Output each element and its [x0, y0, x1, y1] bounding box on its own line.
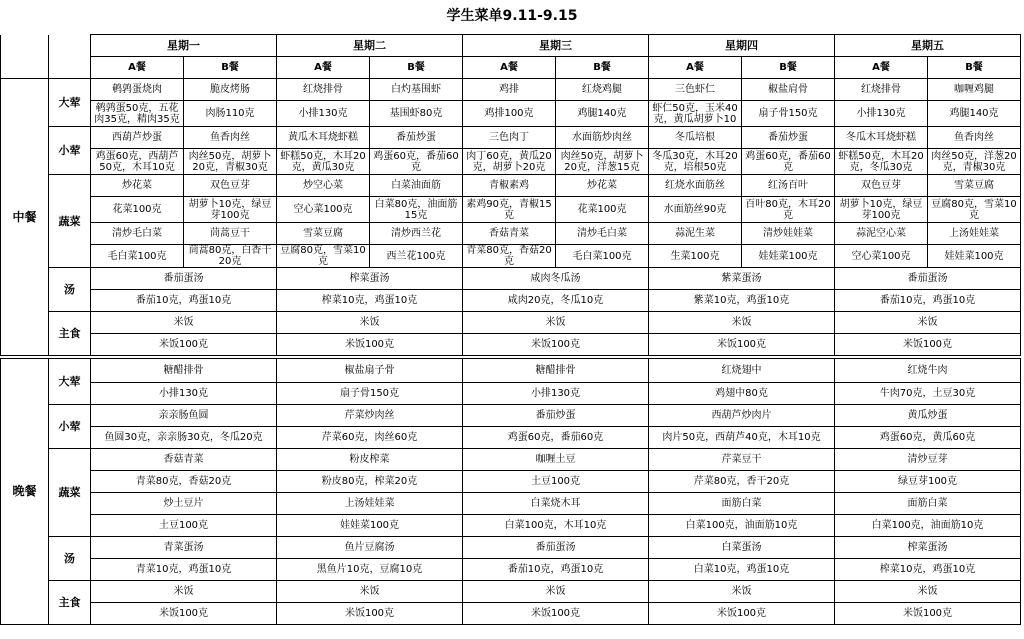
dish-cell: 茼蒿豆干	[184, 223, 277, 245]
dish-cell: 水面筋丝90克	[649, 197, 742, 223]
dish-cell: 榨菜10克，鸡蛋10克	[277, 290, 463, 312]
dish-cell: 白菜100克，油面筋10克	[649, 515, 835, 537]
dish-cell: 清炒毛白菜	[556, 223, 649, 245]
dish-cell: 番茄炒蛋	[742, 127, 835, 149]
category-label: 汤	[49, 537, 91, 581]
dish-cell: 米饭	[277, 312, 463, 334]
dish-cell: 水面筋炒肉丝	[556, 127, 649, 149]
dish-cell: 娃娃菜100克	[277, 515, 463, 537]
category-label: 主食	[49, 312, 91, 356]
dish-cell: 土豆100克	[463, 471, 649, 493]
blank-cell	[1, 57, 49, 79]
dish-cell: 鸡翅中80克	[649, 383, 835, 405]
blank-cell	[1, 35, 49, 57]
dish-cell: 芹菜炒肉丝	[277, 405, 463, 427]
dish-cell: 米饭	[463, 312, 649, 334]
dish-cell: 白菜蛋汤	[649, 537, 835, 559]
dish-cell: 番茄10克，鸡蛋10克	[835, 290, 1021, 312]
dish-cell: 番茄炒蛋	[370, 127, 463, 149]
dish-cell: 花菜100克	[556, 197, 649, 223]
b-meal-header: B餐	[556, 57, 649, 79]
dish-cell: 生菜100克	[649, 245, 742, 268]
dish-cell: 芹菜80克，香干20克	[649, 471, 835, 493]
dish-cell: 粉皮榨菜	[277, 449, 463, 471]
day-header: 星期二	[277, 35, 463, 57]
dish-cell: 小排130克	[91, 383, 277, 405]
dish-cell: 炒土豆片	[91, 493, 277, 515]
dish-cell: 紫菜蛋汤	[649, 268, 835, 290]
table-row	[1, 537, 1021, 559]
dish-cell: 脆皮烤肠	[184, 79, 277, 101]
dish-cell: 肉丝50克，洋葱20克，青椒30克	[928, 149, 1021, 175]
dish-cell: 鸡蛋60克，番茄60克	[742, 149, 835, 175]
dish-cell: 豆腐80克，雪菜10克	[928, 197, 1021, 223]
table-row	[1, 268, 1021, 290]
category-label: 汤	[49, 268, 91, 312]
category-label: 蔬菜	[49, 175, 91, 268]
dish-cell: 西兰花100克	[370, 245, 463, 268]
category-label: 主食	[49, 581, 91, 625]
dish-cell: 肉肠110克	[184, 101, 277, 127]
dish-cell: 空心菜100克	[277, 197, 370, 223]
table-row	[1, 312, 1021, 334]
dish-cell: 青椒素鸡	[463, 175, 556, 197]
dish-cell: 红汤百叶	[742, 175, 835, 197]
dish-cell: 香菇青菜	[463, 223, 556, 245]
dish-cell: 虾糕50克，木耳20克，黄瓜30克	[277, 149, 370, 175]
dish-cell: 青菜蛋汤	[91, 537, 277, 559]
dish-cell: 鸡蛋60克，番茄60克	[463, 427, 649, 449]
dish-cell: 西葫芦炒肉片	[649, 405, 835, 427]
dish-cell: 冬瓜培根	[649, 127, 742, 149]
b-meal-header: B餐	[370, 57, 463, 79]
dish-cell: 番茄炒蛋	[463, 405, 649, 427]
dish-cell: 素鸡90克，青椒15克	[463, 197, 556, 223]
dish-cell: 鸡腿140克	[928, 101, 1021, 127]
dish-cell: 鹌鹑蛋烧肉	[91, 79, 184, 101]
dish-cell: 小排130克	[277, 101, 370, 127]
dish-cell: 红烧水面筋丝	[649, 175, 742, 197]
dish-cell: 面筋白菜	[649, 493, 835, 515]
blank-cell	[49, 57, 91, 79]
dish-cell: 鸡蛋60克，番茄60克	[370, 149, 463, 175]
dish-cell: 白菜100克，木耳10克	[463, 515, 649, 537]
dish-cell: 毛白菜100克	[556, 245, 649, 268]
dish-cell: 榨菜蛋汤	[277, 268, 463, 290]
a-meal-header: A餐	[835, 57, 928, 79]
dish-cell: 米饭100克	[835, 334, 1021, 356]
dish-cell: 红烧排骨	[277, 79, 370, 101]
dish-cell: 鸡蛋60克，西葫芦50克，木耳10克	[91, 149, 184, 175]
dish-cell: 胡萝卜10克，绿豆芽100克	[184, 197, 277, 223]
table-row	[1, 223, 1021, 245]
dish-cell: 三色虾仁	[649, 79, 742, 101]
dish-cell: 番茄10克，鸡蛋10克	[91, 290, 277, 312]
dish-cell: 蒜泥生菜	[649, 223, 742, 245]
dish-cell: 肉丁60克，黄瓜20克，胡萝卜20克	[463, 149, 556, 175]
dish-cell: 黄瓜炒蛋	[835, 405, 1021, 427]
dish-cell: 椒盐肩骨	[742, 79, 835, 101]
dish-cell: 扇子骨150克	[277, 383, 463, 405]
table-row	[1, 79, 1021, 101]
table-row	[1, 359, 1021, 383]
dish-cell: 绿豆芽100克	[835, 471, 1021, 493]
dish-cell: 土豆100克	[91, 515, 277, 537]
dish-cell: 亲亲肠鱼圆	[91, 405, 277, 427]
dish-cell: 番茄10克，鸡蛋10克	[463, 559, 649, 581]
day-header-row	[1, 35, 1021, 57]
dish-cell: 清炒西兰花	[370, 223, 463, 245]
day-header: 星期五	[835, 35, 1021, 57]
dish-cell: 虾仁50克，玉米40克，黄瓜胡萝卜10	[649, 101, 742, 127]
table-row	[1, 493, 1021, 515]
table-row	[1, 334, 1021, 356]
dish-cell: 青菜10克，鸡蛋10克	[91, 559, 277, 581]
dish-cell: 黑鱼片10克，豆腐10克	[277, 559, 463, 581]
dish-cell: 榨菜蛋汤	[835, 537, 1021, 559]
dish-cell: 炒空心菜	[277, 175, 370, 197]
dish-cell: 鸡蛋60克，黄瓜60克	[835, 427, 1021, 449]
dish-cell: 上汤娃娃菜	[928, 223, 1021, 245]
dish-cell: 青菜80克，香菇20克	[463, 245, 556, 268]
page-title: 学生菜单9.11-9.15	[446, 8, 578, 24]
dish-cell: 豆腐80克，雪菜10克	[277, 245, 370, 268]
dish-cell: 双色豆芽	[835, 175, 928, 197]
day-header: 星期一	[91, 35, 277, 57]
dish-cell: 双色豆芽	[184, 175, 277, 197]
dish-cell: 米饭	[835, 581, 1021, 603]
meal-label-dinner: 晚餐	[1, 359, 49, 625]
dish-cell: 白菜烧木耳	[463, 493, 649, 515]
ab-header-row	[1, 57, 1021, 79]
dish-cell: 咸肉冬瓜汤	[463, 268, 649, 290]
table-row	[1, 559, 1021, 581]
dish-cell: 青菜80克，香菇20克	[91, 471, 277, 493]
dish-cell: 米饭100克	[649, 603, 835, 625]
dish-cell: 百叶80克，木耳20克	[742, 197, 835, 223]
table-row	[1, 101, 1021, 127]
dish-cell: 清炒娃娃菜	[742, 223, 835, 245]
blank-cell	[49, 35, 91, 57]
dish-cell: 紫菜10克，鸡蛋10克	[649, 290, 835, 312]
dish-cell: 肉丝50克，胡萝卜20克，洋葱15克	[556, 149, 649, 175]
dish-cell: 米饭	[277, 581, 463, 603]
dish-cell: 黄瓜木耳烧虾糕	[277, 127, 370, 149]
dish-cell: 红烧牛肉	[835, 359, 1021, 383]
dish-cell: 米饭	[463, 581, 649, 603]
dish-cell: 鱼片豆腐汤	[277, 537, 463, 559]
dish-cell: 鸡排	[463, 79, 556, 101]
dish-cell: 咖喱土豆	[463, 449, 649, 471]
dish-cell: 茼蒿80克，白香干20克	[184, 245, 277, 268]
dish-cell: 虾糕50克，木耳20克，冬瓜30克	[835, 149, 928, 175]
b-meal-header: B餐	[928, 57, 1021, 79]
a-meal-header: A餐	[277, 57, 370, 79]
dish-cell: 椒盐扇子骨	[277, 359, 463, 383]
dish-cell: 米饭	[649, 581, 835, 603]
dish-cell: 白菜10克，鸡蛋10克	[649, 559, 835, 581]
dish-cell: 芹菜豆干	[649, 449, 835, 471]
dish-cell: 白菜100克，油面筋10克	[835, 515, 1021, 537]
a-meal-header: A餐	[463, 57, 556, 79]
category-label: 蔬菜	[49, 449, 91, 537]
dish-cell: 红烧排骨	[835, 79, 928, 101]
dish-cell: 鸡排100克	[463, 101, 556, 127]
table-row	[1, 383, 1021, 405]
dish-cell: 糖醋排骨	[91, 359, 277, 383]
dinner-table	[0, 358, 1021, 625]
dish-cell: 冬瓜木耳烧虾糕	[835, 127, 928, 149]
dish-cell: 花菜100克	[91, 197, 184, 223]
dish-cell: 糖醋排骨	[463, 359, 649, 383]
b-meal-header: B餐	[742, 57, 835, 79]
dish-cell: 上汤娃娃菜	[277, 493, 463, 515]
dish-cell: 小排130克	[835, 101, 928, 127]
table-row	[1, 581, 1021, 603]
table-row	[1, 515, 1021, 537]
dish-cell: 肉片50克，西葫芦40克，木耳10克	[649, 427, 835, 449]
dish-cell: 小排130克	[463, 383, 649, 405]
dish-cell: 番茄蛋汤	[835, 268, 1021, 290]
dish-cell: 鱼香肉丝	[184, 127, 277, 149]
dish-cell: 芹菜60克，肉丝60克	[277, 427, 463, 449]
dish-cell: 番茄蛋汤	[91, 268, 277, 290]
dish-cell: 胡萝卜10克，绿豆芽100克	[835, 197, 928, 223]
dish-cell: 蒜泥空心菜	[835, 223, 928, 245]
table-row	[1, 405, 1021, 427]
table-row	[1, 175, 1021, 197]
table-row	[1, 427, 1021, 449]
category-label: 小荤	[49, 405, 91, 449]
dish-cell: 番茄蛋汤	[463, 537, 649, 559]
dish-cell: 牛肉70克，土豆30克	[835, 383, 1021, 405]
dish-cell: 咸肉20克，冬瓜10克	[463, 290, 649, 312]
dish-cell: 榨菜10克，鸡蛋10克	[835, 559, 1021, 581]
day-header: 星期四	[649, 35, 835, 57]
dish-cell: 鱼圆30克，亲亲肠30克，冬瓜20克	[91, 427, 277, 449]
category-label: 小荤	[49, 127, 91, 175]
dish-cell: 炒花菜	[91, 175, 184, 197]
category-label: 大荤	[49, 79, 91, 127]
a-meal-header: A餐	[649, 57, 742, 79]
dish-cell: 扇子骨150克	[742, 101, 835, 127]
dish-cell: 雪菜豆腐	[277, 223, 370, 245]
dish-cell: 冬瓜30克，木耳20克，培根50克	[649, 149, 742, 175]
dish-cell: 米饭	[91, 581, 277, 603]
category-label: 大荤	[49, 359, 91, 405]
table-row	[1, 197, 1021, 223]
dish-cell: 空心菜100克	[835, 245, 928, 268]
table-row	[1, 290, 1021, 312]
dish-cell: 红烧鸡腿	[556, 79, 649, 101]
b-meal-header: B餐	[184, 57, 277, 79]
table-row	[1, 127, 1021, 149]
dish-cell: 白菜油面筋	[370, 175, 463, 197]
dish-cell: 鹌鹑蛋50克，五花肉35克，精肉35克	[91, 101, 184, 127]
table-row	[1, 471, 1021, 493]
dish-cell: 白灼基围虾	[370, 79, 463, 101]
table-row	[1, 149, 1021, 175]
dish-cell: 咖喱鸡腿	[928, 79, 1021, 101]
dish-cell: 清炒毛白菜	[91, 223, 184, 245]
dish-cell: 米饭100克	[91, 603, 277, 625]
a-meal-header: A餐	[91, 57, 184, 79]
dish-cell: 米饭100克	[277, 334, 463, 356]
dish-cell: 鱼香肉丝	[928, 127, 1021, 149]
dish-cell: 清炒豆芽	[835, 449, 1021, 471]
dish-cell: 基围虾80克	[370, 101, 463, 127]
table-row	[1, 245, 1021, 268]
dish-cell: 雪菜豆腐	[928, 175, 1021, 197]
dish-cell: 西葫芦炒蛋	[91, 127, 184, 149]
dish-cell: 白菜80克，油面筋15克	[370, 197, 463, 223]
dish-cell: 红烧翅中	[649, 359, 835, 383]
dish-cell: 米饭100克	[91, 334, 277, 356]
dish-cell: 三色肉丁	[463, 127, 556, 149]
meal-label-lunch: 中餐	[1, 79, 49, 356]
dish-cell: 毛白菜100克	[91, 245, 184, 268]
lunch-table	[0, 34, 1021, 356]
dish-cell: 米饭	[649, 312, 835, 334]
dish-cell: 香菇青菜	[91, 449, 277, 471]
dish-cell: 娃娃菜100克	[928, 245, 1021, 268]
dish-cell: 炒花菜	[556, 175, 649, 197]
dish-cell: 米饭100克	[277, 603, 463, 625]
dish-cell: 面筋白菜	[835, 493, 1021, 515]
day-header: 星期三	[463, 35, 649, 57]
dish-cell: 鸡腿140克	[556, 101, 649, 127]
table-row	[1, 603, 1021, 625]
dish-cell: 米饭	[835, 312, 1021, 334]
table-row	[1, 449, 1021, 471]
dish-cell: 米饭100克	[463, 334, 649, 356]
dish-cell: 肉丝50克，胡萝卜20克，青椒30克	[184, 149, 277, 175]
dish-cell: 粉皮80克，榨菜20克	[277, 471, 463, 493]
dish-cell: 米饭100克	[835, 603, 1021, 625]
dish-cell: 娃娃菜100克	[742, 245, 835, 268]
dish-cell: 米饭100克	[649, 334, 835, 356]
dish-cell: 米饭100克	[463, 603, 649, 625]
dish-cell: 米饭	[91, 312, 277, 334]
